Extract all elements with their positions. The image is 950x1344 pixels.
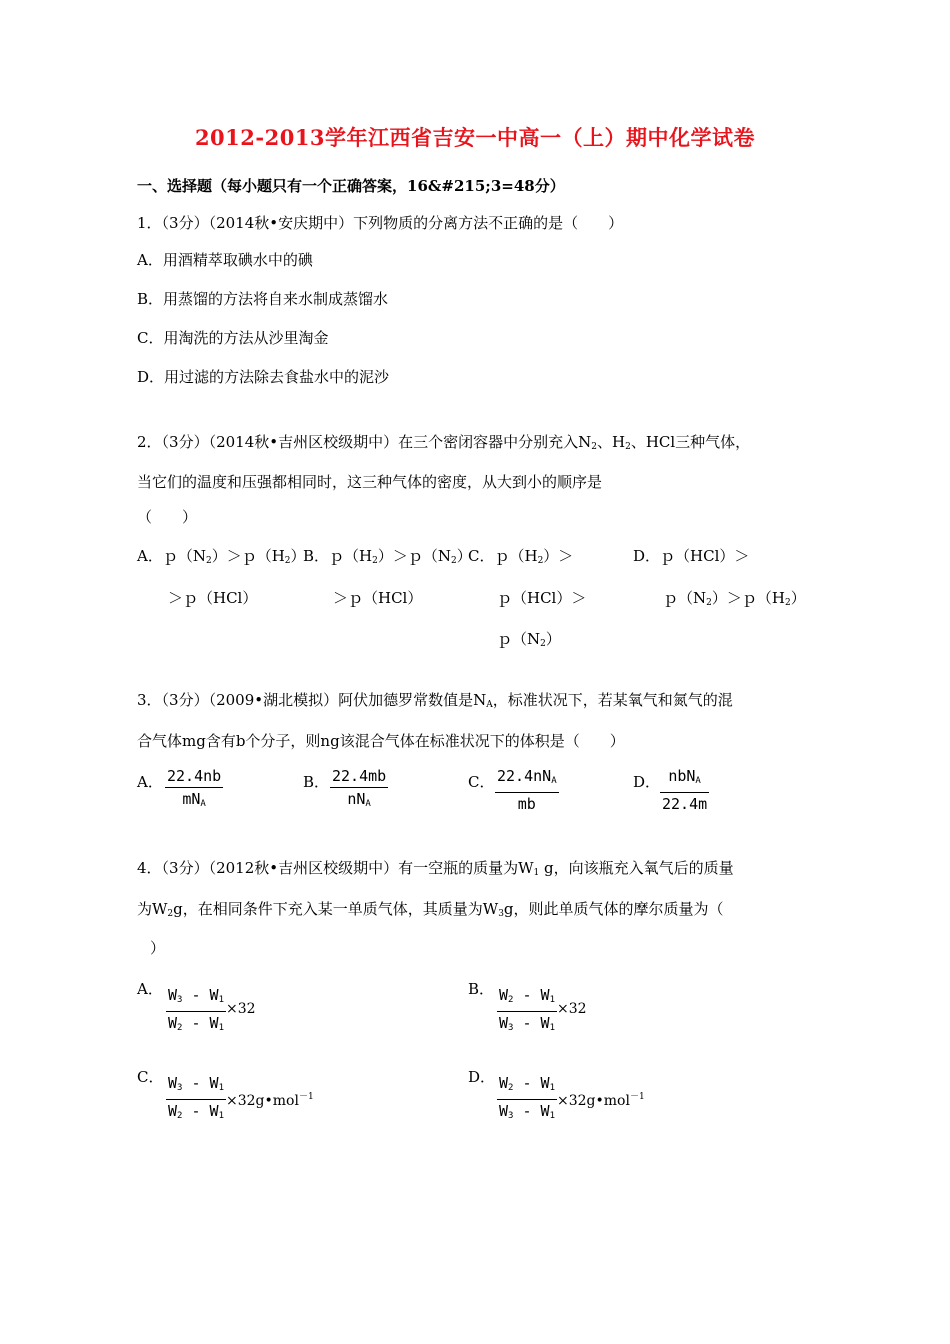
q2-stem-line2: 当它们的温度和压强都相同时，这三种气体的密度，从大到小的顺序是 xyxy=(137,473,603,491)
q1-stem: 1．（3分）（2014秋•安庆期中）下列物质的分离方法不正确的是（ ） xyxy=(137,214,624,232)
q4-option-c-label: C． xyxy=(137,1068,164,1086)
q3-stem-line1: 3．（3分）（2009•湖北模拟）阿伏加德罗常数值是$N_A$，标准状况下，若某氧气和氮气的混 xyxy=(137,691,733,710)
q1-option-d: D．用过滤的方法除去食盐水中的泥沙 xyxy=(137,368,390,386)
q4-stem-line1: 4．（3分）（2012秋•吉州区校级期中）有一空瓶的质量为$W_1$ g，向该瓶充入氧气后的质量 xyxy=(137,859,734,878)
q3-option-d-fraction: nbN$_A$ 22.4m xyxy=(662,767,708,813)
q4-option-a-label: A． xyxy=(137,980,163,998)
q4-stem-line2: 为$W_2g$，在相同条件下充入某一单质气体，其质量为$W_3g$，则此单质气体的摩尔质量为（ xyxy=(137,900,724,919)
q4-option-a-fraction: $W_3 - W_1$ $W_2 - W_1$ ×32 xyxy=(168,986,256,1033)
q2-answer-blank: （ ） xyxy=(137,508,198,526)
q1-option-a: A．用酒精萃取碘水中的碘 xyxy=(137,251,313,269)
q2-option-a: A．$p(N_2)>p(H_2)$ xyxy=(137,547,306,566)
q2-option-c-cont: ｐ（HCl）＞ xyxy=(497,589,587,607)
q2-option-b-cont: ＞ｐ（HCl） xyxy=(333,589,423,607)
q1-option-c: C．用淘洗的方法从沙里淘金 xyxy=(137,329,329,347)
q3-option-b-fraction: 22.4mb $nN_A$ xyxy=(332,767,387,809)
q4-option-c-fraction: $W_3 - W_1$ $W_2 - W_1$ ×32g•mol$^{-1}$ xyxy=(168,1074,314,1121)
q3-stem-line2: 合气体mg含有b个分子，则ng该混合气体在标准状况下的体积是（ ） xyxy=(137,732,625,750)
q3-option-a-fraction: 22.4nb $mN_A$ xyxy=(167,767,222,809)
q3-option-c-fraction: $22.4nN_A$ mb xyxy=(497,767,557,813)
q2-option-a-cont: ＞ｐ（HCl） xyxy=(168,589,258,607)
q2-option-c: C．$p(H_2)>$ xyxy=(468,547,574,566)
q1-option-b: B．用蒸馏的方法将自来水制成蒸馏水 xyxy=(137,290,389,308)
q3-option-d-label: D． xyxy=(633,773,661,791)
q4-option-b-label: B． xyxy=(468,980,495,998)
q4-option-d-fraction: $W_2 - W_1$ $W_3 - W_1$ ×32g•mol$^{-1}$ xyxy=(499,1074,645,1121)
q2-option-d-cont: $p(N_2)>p(H_2)$ xyxy=(663,589,806,608)
section-heading: 一、选择题（每小题只有一个正确答案，16&#215;3=48分） xyxy=(137,177,565,195)
q2-option-b: B．$p(H_2)>p(N_2)$ xyxy=(303,547,472,566)
q3-option-a-label: A． xyxy=(137,773,163,791)
q2-option-d: D．ｐ（HCl）＞ xyxy=(633,547,750,565)
q3-option-b-label: B． xyxy=(303,773,330,791)
q2-option-c-cont2: $p(N_2)$ xyxy=(497,630,561,649)
q4-answer-blank-close: ） xyxy=(150,939,166,957)
q2-stem-line1: 2．（3分）（2014秋•吉州区校级期中）在三个密闭容器中分别充入$N_2$、$H_2$、HCl三种气体， xyxy=(137,433,751,452)
page-title: 2012-2013学年江西省吉安一中高一（上）期中化学试卷 xyxy=(194,125,756,150)
q3-option-c-label: C． xyxy=(468,773,495,791)
q4-option-d-label: D． xyxy=(468,1068,496,1086)
q4-option-b-fraction: $W_2 - W_1$ $W_3 - W_1$ ×32 xyxy=(499,986,587,1033)
